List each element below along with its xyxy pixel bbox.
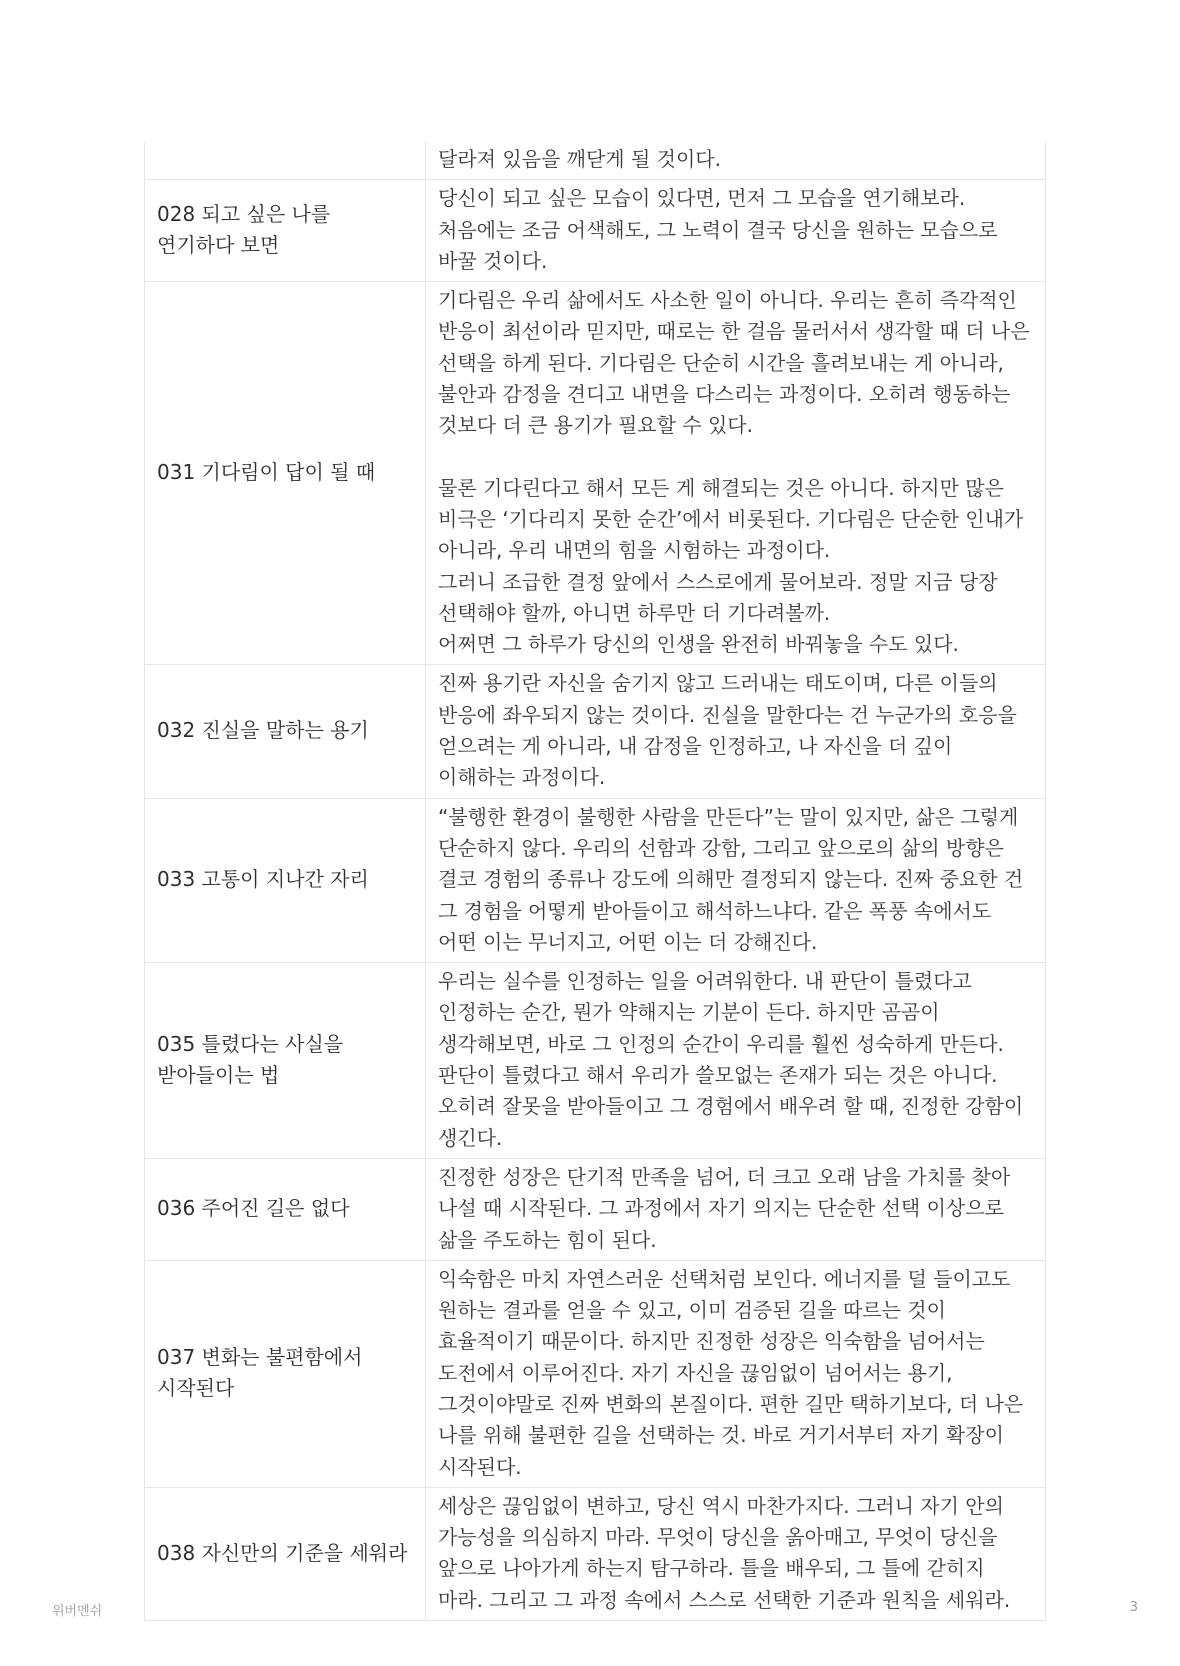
row-body: [426, 665, 1046, 798]
row-body: [426, 1487, 1046, 1620]
row-paragraph: 진짜 용기란 자신을 숨기지 않고 드러내는 태도이며, 다른 이들의 반응에 좌우되지 않는 것이다. 진실을 말한다는 건 누군가의 호응을 얻으려는 게 아니라, 내 감정을 인정하고, 나 자신을 더 깊이 이해하는 과정이다.: [438, 671, 1017, 790]
row-paragraph: “불행한 환경이 불행한 사람을 만든다”는 말이 있지만, 삶은 그렇게 단순하지 않다. 우리의 선함과 강함, 그리고 앞으로의 삶의 방향은 결코 경험의 종류나 강도에 의해만 결정되지 않는다. 진짜 중요한 건 그 경험을 어떻게 받아들이고 해석하느냐다. 같은 폭풍 속에서도 어떤 이는 무너지고, 어떤 이는 더 강해진다.: [438, 804, 1024, 954]
row-body: [426, 141, 1046, 180]
table-row: [145, 141, 1046, 180]
row-paragraph: 물론 기다린다고 해서 모든 게 해결되는 것은 아니다. 하지만 많은 비극은 ‘기다리지 못한 순간’에서 비롯된다. 기다림은 단순한 인내가 아니라, 우리 내면의 힘을 시험하는 과정이다.: [438, 475, 1024, 563]
row-title: 036 주어진 길은 없다: [145, 1158, 426, 1260]
row-paragraph: 우리는 실수를 인정하는 일을 어려워한다. 내 판단이 틀렸다고 인정하는 순간, 뭔가 약해지는 기분이 든다. 하지만 곰곰이 생각해보면, 바로 그 인정의 순간이 우리를 훨씬 성숙하게 만든다. 판단이 틀렸다고 해서 우리가 쓸모없는 존재가 되는 것은 아니다. 오히려 잘못을 받아들이고 그 경험에서 배우려 할 때, 진정한 강함이 생긴다.: [438, 969, 1024, 1150]
row-body: [426, 798, 1046, 962]
row-paragraph: 익숙함은 마치 자연스러운 선택처럼 보인다. 에너지를 덜 들이고도 원하는 결과를 얻을 수 있고, 이미 검증된 길을 따르는 것이 효율적이기 때문이다. 하지만 진정한 성장은 익숙함을 넘어서는 도전에서 이루어진다. 자기 자신을 끊임없이 넘어서는 용기, 그것이야말로 진짜 변화의 본질이다. 편한 길만 택하기보다, 더 나은 나를 위해 불편한 길을 선택하는 것. 바로 거기서부터 자기 확장이 시작된다.: [438, 1266, 1024, 1479]
row-title: 028 되고 싶은 나를 연기하다 보면: [145, 180, 426, 282]
row-title: 033 고통이 지나간 자리: [145, 798, 426, 962]
row-body: [426, 1260, 1046, 1487]
row-body: [426, 1158, 1046, 1260]
row-title: 031 기다림이 답이 될 때: [145, 282, 426, 665]
table-row: [145, 1158, 1046, 1260]
row-body: [426, 282, 1046, 665]
content-table: [144, 141, 1046, 1621]
row-paragraph: 달라져 있음을 깨닫게 될 것이다.: [438, 147, 721, 171]
row-paragraph: 기다림은 우리 삶에서도 사소한 일이 아니다. 우리는 흔히 즉각적인 반응이 최선이라 믿지만, 때로는 한 걸음 물러서서 생각할 때 더 나은 선택을 하게 된다. 기다림은 단순히 시간을 흘려보내는 게 아니라, 불안과 감정을 견디고 내면을 다스리는 과정이다. 오히려 행동하는 것보다 더 큰 용기가 필요할 수 있다.: [438, 288, 1030, 438]
row-paragraph: 세상은 끊임없이 변하고, 당신 역시 마찬가지다. 그러니 자기 안의 가능성을 의심하지 마라. 무엇이 당신을 옭아매고, 무엇이 당신을 앞으로 나아가게 하는지 탐구하라. 틀을 배우되, 그 틀에 갇히지 마라. 그리고 그 과정 속에서 스스로 선택한 기준과 원칙을 세워라.: [438, 1493, 1011, 1612]
table-row: [145, 1260, 1046, 1487]
row-body: [426, 963, 1046, 1159]
table-row: [145, 665, 1046, 798]
row-body: [426, 180, 1046, 282]
row-paragraph: 당신이 되고 싶은 모습이 있다면, 먼저 그 모습을 연기해보라. 처음에는 조금 어색해도, 그 노력이 결국 당신을 원하는 모습으로 바꿀 것이다.: [438, 186, 998, 273]
row-paragraph: 어쩌면 그 하루가 당신의 인생을 완전히 바꿔놓을 수도 있다.: [438, 632, 959, 657]
paragraph-spacer: [438, 442, 1035, 473]
table-row: [145, 1487, 1046, 1620]
row-title: 037 변화는 불편함에서 시작된다: [145, 1260, 426, 1487]
row-title: 032 진실을 말하는 용기: [145, 665, 426, 798]
footer-author: 위버멘쉬: [52, 1604, 103, 1619]
table-row: [145, 282, 1046, 665]
row-title: 035 틀렸다는 사실을 받아들이는 법: [145, 963, 426, 1159]
row-paragraph: 진정한 성장은 단기적 만족을 넘어, 더 크고 오래 남을 가치를 찾아 나설 때 시작된다. 그 과정에서 자기 의지는 단순한 선택 이상으로 삶을 주도하는 힘이 된다.: [438, 1164, 1011, 1252]
row-title: 038 자신만의 기준을 세워라: [145, 1487, 426, 1620]
table-row: [145, 180, 1046, 282]
content-table-body: [145, 141, 1046, 1621]
row-title: [145, 141, 426, 180]
table-row: [145, 963, 1046, 1159]
table-row: [145, 798, 1046, 962]
page-number: 3: [1129, 1600, 1138, 1615]
row-paragraph: 그러니 조급한 결정 앞에서 스스로에게 물어보라. 정말 지금 당장 선택해야 할까, 아니면 하루만 더 기다려볼까.: [438, 569, 998, 625]
